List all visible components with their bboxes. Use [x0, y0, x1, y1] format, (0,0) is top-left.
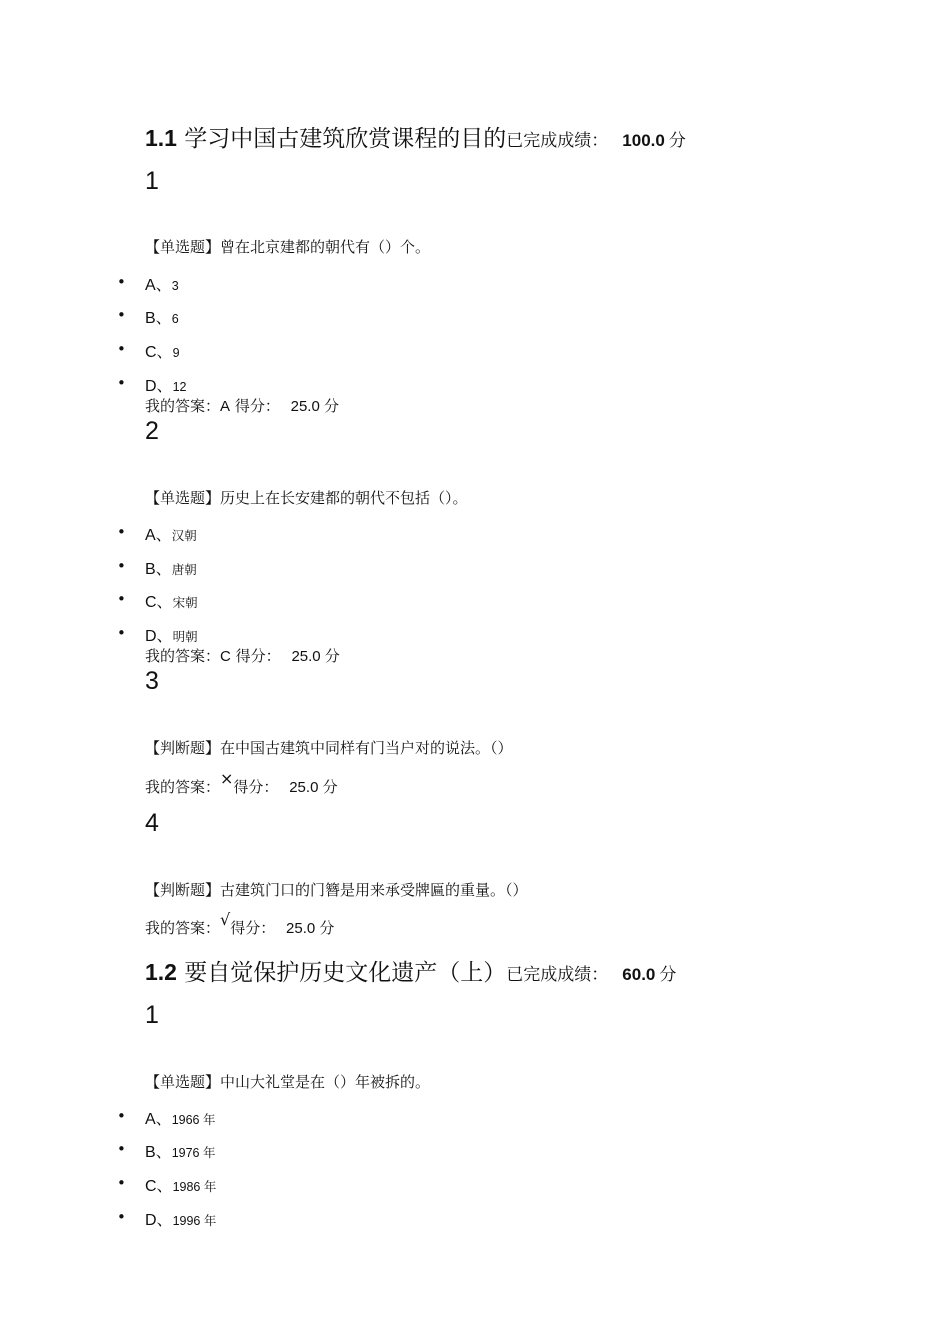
score-unit: 分	[659, 965, 677, 985]
score-label: 得分：	[230, 919, 276, 937]
list-bullet: •	[117, 590, 126, 608]
answer-line	[145, 645, 340, 666]
list-bullet: •	[117, 624, 126, 642]
section-score: 60.0	[622, 965, 656, 984]
option-c	[145, 339, 180, 362]
option-letter: D、	[145, 1212, 173, 1229]
option-value: 1976 年	[171, 1146, 216, 1160]
section-name: 学习中国古建筑欣赏课程的目的	[184, 126, 507, 152]
score-value: 25.0 分	[289, 779, 338, 796]
list-bullet: •	[117, 340, 126, 358]
completion-status: 已完成成绩：	[506, 965, 609, 985]
option-b	[145, 556, 197, 579]
answer-label: 我的答案：	[145, 647, 221, 665]
answer-line	[145, 910, 335, 938]
answer-value: C	[220, 648, 231, 665]
question-text: 【判断题】在中国古建筑中同样有门当户对的说法。（）	[145, 739, 513, 757]
option-value: 明朝	[172, 630, 198, 644]
question-number: 4	[145, 809, 159, 837]
option-value: 1986 年	[172, 1180, 217, 1194]
option-letter: A、	[145, 527, 172, 544]
option-letter: C、	[145, 344, 173, 361]
option-letter: A、	[145, 1111, 172, 1128]
list-bullet: •	[117, 523, 126, 541]
option-letter: D、	[145, 378, 173, 395]
option-b	[145, 1139, 215, 1162]
list-bullet: •	[117, 1174, 126, 1192]
section-number: 1.2	[145, 959, 177, 985]
option-d	[145, 1207, 216, 1230]
option-value: 汉朝	[171, 529, 197, 543]
option-value: 9	[172, 346, 180, 360]
option-c	[145, 1173, 216, 1196]
list-bullet: •	[117, 374, 126, 392]
option-value: 6	[171, 312, 179, 326]
question-text: 【单选题】中山大礼堂是在（）年被拆的。	[145, 1073, 431, 1091]
option-letter: B、	[145, 1144, 172, 1161]
score-value: 25.0 分	[291, 648, 340, 665]
list-bullet: •	[117, 273, 126, 291]
option-d	[145, 623, 198, 646]
option-value: 3	[171, 279, 179, 293]
question-text: 【单选题】历史上在长安建都的朝代不包括（）。	[145, 489, 468, 507]
score-value: 25.0 分	[286, 920, 335, 937]
question-text: 【判断题】古建筑门口的门簪是用来承受牌匾的重量。（）	[145, 881, 528, 899]
list-bullet: •	[117, 1208, 126, 1226]
question-number: 1	[145, 1001, 159, 1029]
option-letter: B、	[145, 310, 172, 327]
option-d	[145, 373, 186, 396]
option-value: 1966 年	[171, 1113, 216, 1127]
list-bullet: •	[117, 557, 126, 575]
option-letter: C、	[145, 594, 173, 611]
option-value: 1996 年	[172, 1214, 217, 1228]
question-number: 2	[145, 417, 159, 445]
option-value: 宋朝	[172, 596, 198, 610]
list-bullet: •	[117, 1107, 126, 1125]
answer-label: 我的答案：	[145, 919, 221, 937]
score-value: 25.0 分	[290, 398, 339, 415]
option-value: 12	[172, 380, 187, 394]
option-letter: D、	[145, 628, 173, 645]
cross-mark: ×	[220, 769, 234, 788]
option-letter: B、	[145, 561, 172, 578]
section-title	[145, 954, 676, 987]
option-letter: A、	[145, 277, 172, 294]
question-number: 3	[145, 667, 159, 695]
answer-line	[145, 395, 339, 416]
answer-line	[145, 769, 338, 797]
score-label: 得分：	[235, 647, 281, 665]
option-value: 唐朝	[171, 563, 197, 577]
list-bullet: •	[117, 306, 126, 324]
score-label: 得分：	[234, 397, 280, 415]
completion-status: 已完成成绩：	[506, 131, 609, 151]
score-unit: 分	[668, 131, 686, 151]
option-letter: C、	[145, 1178, 173, 1195]
answer-label: 我的答案：	[145, 397, 221, 415]
answer-value: A	[220, 398, 231, 415]
section-score: 100.0	[622, 131, 665, 150]
option-a	[145, 272, 179, 295]
question-text: 【单选题】曾在北京建都的朝代有（）个。	[145, 238, 431, 256]
section-title	[145, 120, 686, 153]
option-a	[145, 522, 197, 545]
section-name: 要自觉保护历史文化遗产（上）	[184, 960, 507, 986]
question-number: 1	[145, 167, 159, 195]
check-mark: √	[220, 910, 231, 929]
option-c	[145, 589, 198, 612]
option-a	[145, 1106, 215, 1129]
list-bullet: •	[117, 1140, 126, 1158]
section-number: 1.1	[145, 125, 177, 151]
answer-label: 我的答案：	[145, 778, 221, 796]
option-b	[145, 305, 179, 328]
score-label: 得分：	[233, 778, 279, 796]
